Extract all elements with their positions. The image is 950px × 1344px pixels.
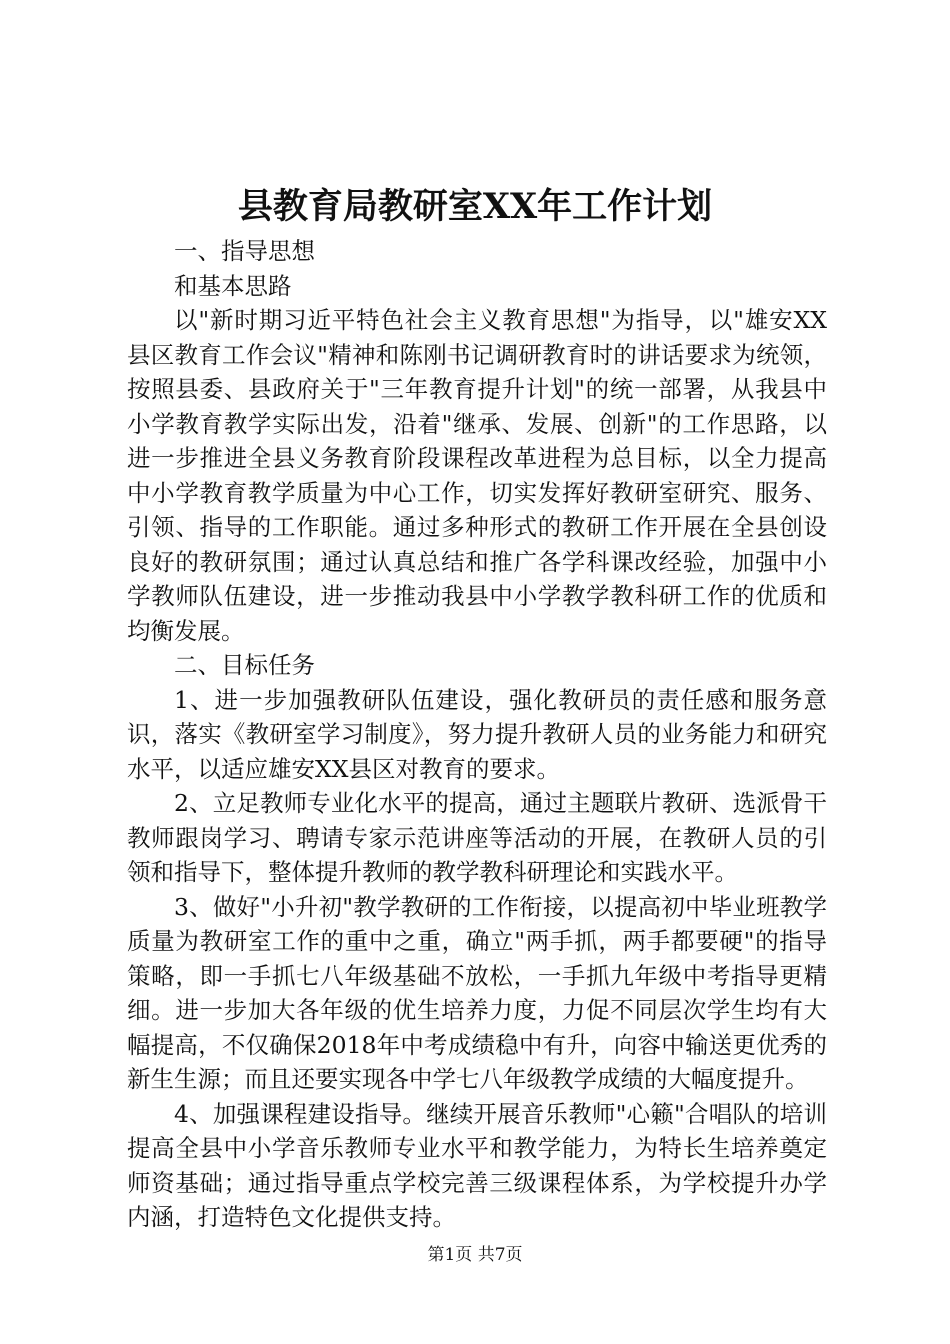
section-heading-goals-tasks: 二、目标任务 [174, 651, 315, 679]
document-body [127, 234, 827, 1235]
paragraph-task-2: 2、立足教师专业化水平的提高，通过主题联片教研、选派骨干教师跟岗学习、聘请专家示范讲座等活动的开展，在教研人员的引领和指导下，整体提升教师的教学教科研理论和实践水平。 [127, 789, 827, 886]
paragraph-task-3: 3、做好"小升初"教学教研的工作衔接，以提高初中毕业班教学质量为教研室工作的重中之重，确立"两手抓，两手都要硬"的指导策略，即一手抓七八年级基础不放松，一手抓九年级中考指导更精细。进一步加大各年级的优生培养力度，力促不同层次学生均有大幅提高，不仅确保2018年中考成绩稳中有升，向容中输送更优秀的新生生源；而且还要实现各中学七八年级教学成绩的大幅度提升。 [127, 892, 827, 1093]
paragraph-task-1: 1、进一步加强教研队伍建设，强化教研员的责任感和服务意识，落实《教研室学习制度》，努力提升教研人员的业务能力和研究水平，以适应雄安XX县区对教育的要求。 [127, 685, 827, 783]
section-heading-guiding-ideology: 一、指导思想 [174, 237, 315, 265]
section-heading-basic-approach: 和基本思路 [174, 271, 292, 300]
paragraph-task-4: 4、加强课程建设指导。继续开展音乐教师"心籁"合唱队的培训提高全县中小学音乐教师专业水平和教学能力，为特长生培养奠定师资基础；通过指导重点学校完善三级课程体系，为学校提升办学内涵，打造特色文化提供支持。 [127, 1099, 827, 1231]
document-title: 县教育局教研室XX年工作计划 [237, 186, 713, 227]
page-number-footer: 第1页 共7页 [427, 1245, 523, 1265]
paragraph-guiding-ideology: 以"新时期习近平特色社会主义教育思想"为指导，以"雄安XX县区教育工作会议"精神和陈刚书记调研教育时的讲话要求为统领，按照县委、县政府关于"三年教育提升计划"的统一部署，从我县中小学教育教学实际出发，沿着"继承、发展、创新"的工作思路，以进一步推进全县义务教育阶段课程改革进程为总目标，以全力提高中小学教育教学质量为中心工作，切实发挥好教研室研究、服务、引领、指导的工作职能。通过多种形式的教研工作开展在全县创设良好的教研氛围；通过认真总结和推广各学科课改经验，加强中小学教师队伍建设，进一步推动我县中小学教学教科研工作的优质和均衡发展。 [127, 306, 827, 645]
